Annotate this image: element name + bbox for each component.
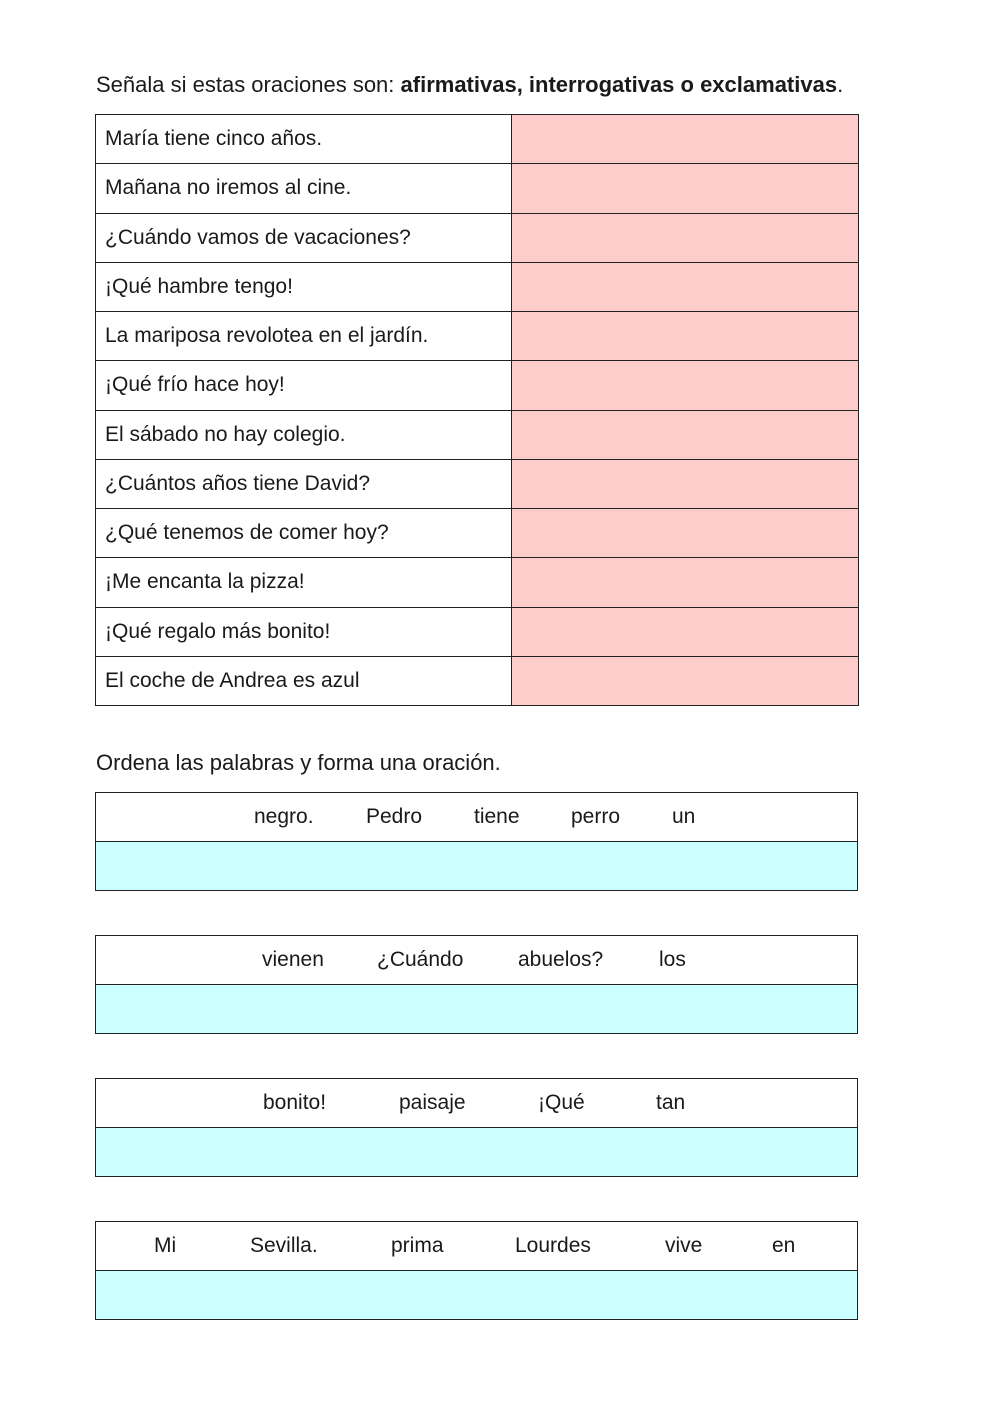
classify-row [96, 214, 859, 263]
order-exercise-2 [95, 935, 858, 1034]
classify-row [96, 115, 859, 164]
classify-row [96, 460, 859, 509]
word-chip: Pedro [366, 805, 423, 828]
word-chip: perro [571, 805, 621, 828]
classify-row [96, 263, 859, 312]
answer-cell[interactable] [512, 460, 859, 508]
word-chip: paisaje [399, 1091, 466, 1114]
answer-cell[interactable] [512, 164, 859, 212]
order-exercise-1 [95, 792, 858, 891]
word-chip: Mi [154, 1234, 177, 1257]
sentence-cell: La mariposa revolotea en el jardín. [96, 312, 512, 360]
classify-row [96, 361, 859, 410]
word-chip: ¡Qué [538, 1091, 585, 1114]
word-chip: un [672, 805, 696, 828]
instruction-classify-text: Señala si estas oraciones son: [96, 72, 401, 97]
word-chip: vienen [262, 948, 324, 971]
scrambled-words [96, 936, 857, 985]
sentence-cell: El sábado no hay colegio. [96, 411, 512, 459]
sentence-cell: ¿Cuándo vamos de vacaciones? [96, 214, 512, 262]
classify-table [95, 114, 859, 706]
sentence-cell: ¡Me encanta la pizza! [96, 558, 512, 606]
sentence-cell: ¿Qué tenemos de comer hoy? [96, 509, 512, 557]
classify-row [96, 312, 859, 361]
word-chip: vive [665, 1234, 703, 1257]
answer-cell[interactable] [512, 263, 859, 311]
instruction-classify-options: afirmativas, interrogativas o exclamativas [400, 72, 838, 97]
classify-row [96, 509, 859, 558]
word-chip: prima [391, 1234, 444, 1257]
word-chip: Sevilla. [250, 1234, 318, 1257]
answer-cell[interactable] [512, 312, 859, 360]
sentence-cell: ¡Qué frío hace hoy! [96, 361, 512, 409]
answer-field[interactable] [96, 1128, 857, 1176]
answer-cell[interactable] [512, 657, 859, 705]
scrambled-words [96, 793, 857, 842]
sentence-cell: ¡Qué regalo más bonito! [96, 608, 512, 656]
word-chip: ¿Cuándo [377, 948, 464, 971]
answer-cell[interactable] [512, 214, 859, 262]
classify-row [96, 558, 859, 607]
answer-field[interactable] [96, 842, 857, 890]
word-chip: negro. [254, 805, 314, 828]
answer-cell[interactable] [512, 115, 859, 163]
answer-cell[interactable] [512, 361, 859, 409]
word-chip: bonito! [263, 1091, 327, 1114]
answer-field[interactable] [96, 985, 857, 1033]
sentence-cell: ¿Cuántos años tiene David? [96, 460, 512, 508]
scrambled-words [96, 1079, 857, 1128]
word-chip: en [772, 1234, 796, 1257]
classify-row [96, 657, 859, 706]
sentence-cell: ¡Qué hambre tengo! [96, 263, 512, 311]
word-chip: Lourdes [515, 1234, 591, 1257]
answer-cell[interactable] [512, 558, 859, 606]
sentence-cell: El coche de Andrea es azul [96, 657, 512, 705]
sentence-cell: Mañana no iremos al cine. [96, 164, 512, 212]
instruction-classify-period: . [837, 72, 844, 97]
answer-field[interactable] [96, 1271, 857, 1319]
order-exercise-3 [95, 1078, 858, 1177]
word-chip: tiene [474, 805, 520, 828]
answer-cell[interactable] [512, 411, 859, 459]
word-chip: tan [656, 1091, 686, 1114]
classify-row [96, 608, 859, 657]
classify-row [96, 164, 859, 213]
classify-row [96, 411, 859, 460]
instruction-classify [96, 72, 843, 98]
word-chip: abuelos? [518, 948, 604, 971]
scrambled-words [96, 1222, 857, 1271]
order-exercise-4 [95, 1221, 858, 1320]
word-chip: los [659, 948, 686, 971]
answer-cell[interactable] [512, 509, 859, 557]
sentence-cell: María tiene cinco años. [96, 115, 512, 163]
answer-cell[interactable] [512, 608, 859, 656]
instruction-order: Ordena las palabras y forma una oración. [96, 750, 501, 775]
